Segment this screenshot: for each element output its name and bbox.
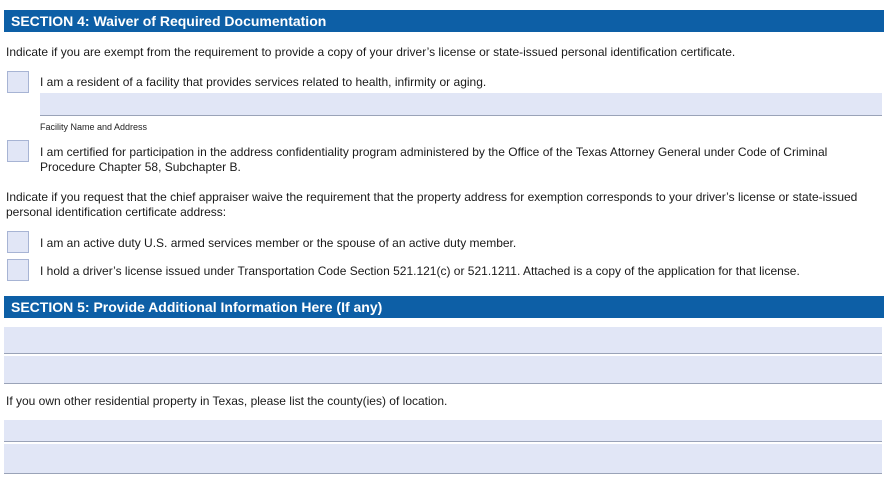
- county-field-1[interactable]: [4, 420, 882, 442]
- additional-info-field-2[interactable]: [4, 356, 882, 384]
- active-duty-label: I am an active duty U.S. armed services member or the spouse of an active duty member.: [40, 236, 517, 250]
- facility-field-label: Facility Name and Address: [40, 122, 148, 132]
- facility-name-address-field[interactable]: [40, 93, 882, 116]
- exempt-intro-text: Indicate if you are exempt from the requirement to provide a copy of your driver’s license or state-issued personal identification certificate.: [6, 45, 736, 59]
- drivers-license-label: I hold a driver’s license issued under Transportation Code Section 521.121(c) or 521.1211. Attached is a copy of the application for that license.: [40, 264, 800, 278]
- section-5-header: SECTION 5: Provide Additional Information Here (If any): [4, 296, 884, 318]
- waive-intro-line2: personal identification certificate address:: [6, 205, 227, 219]
- county-field-2[interactable]: [4, 444, 882, 474]
- facility-resident-label: I am a resident of a facility that provides services related to health, infirmity or aging.: [40, 75, 487, 89]
- address-confidentiality-label-line1: I am certified for participation in the address confidentiality program administered by the Office of the Texas Attorney General under Code of Criminal: [40, 145, 828, 159]
- facility-resident-checkbox[interactable]: [7, 71, 29, 93]
- additional-info-field-1[interactable]: [4, 327, 882, 354]
- section-4-header: SECTION 4: Waiver of Required Documentation: [4, 10, 884, 32]
- waive-intro-line1: Indicate if you request that the chief appraiser waive the requirement that the property address for exemption corresponds to your driver’s license or state-issued: [6, 190, 858, 204]
- active-duty-checkbox[interactable]: [7, 231, 29, 253]
- address-confidentiality-checkbox[interactable]: [7, 140, 29, 162]
- county-prompt-text: If you own other residential property in Texas, please list the county(ies) of location.: [6, 394, 448, 408]
- drivers-license-checkbox[interactable]: [7, 259, 29, 281]
- address-confidentiality-label-line2: Procedure Chapter 58, Subchapter B.: [40, 160, 241, 174]
